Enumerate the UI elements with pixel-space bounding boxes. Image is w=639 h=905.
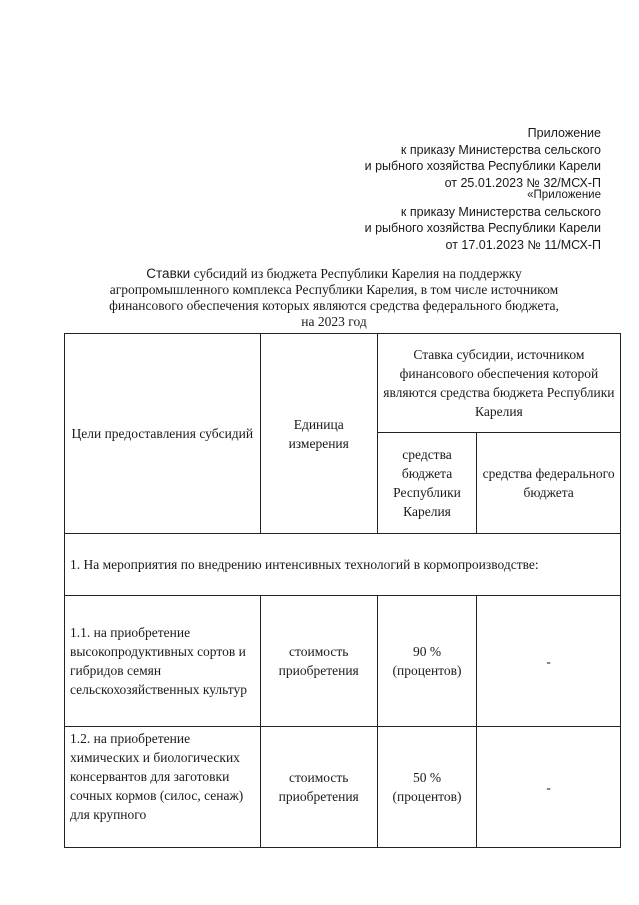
header-unit: Единица измерения xyxy=(260,334,377,534)
header-regional-budget: средства бюджета Республики Карелия xyxy=(377,433,476,534)
row-unit: стоимость приобретения xyxy=(260,596,377,727)
document-title xyxy=(64,266,604,330)
appendix-date-number: от 25.01.2023 № 32/МСХ-П xyxy=(444,175,601,190)
row-unit: стоимость приобретения xyxy=(260,727,377,848)
title-first-word: Ставки xyxy=(146,266,191,281)
table-row xyxy=(65,727,621,848)
appendix-label: «Приложение xyxy=(527,189,601,201)
header-federal-budget: средства федерального бюджета xyxy=(477,433,621,534)
row-regional-rate: 90 % (процентов) xyxy=(377,596,476,727)
title-line-3: финансового обеспечения которых являются средства федерального бюджета, xyxy=(109,298,559,313)
title-line-1: субсидий из бюджета Республики Карелия на поддержку xyxy=(190,266,522,281)
appendix-label: Приложение xyxy=(527,126,601,140)
row-goal: 1.2. на приобретение химических и биологических консервантов для заготовки сочных кормов (силос, сенаж) для крупного xyxy=(65,727,261,848)
title-line-2: агропромышленного комплекса Республики Карелия, в том числе источником xyxy=(109,282,559,297)
header-rate: Ставка субсидии, источником финансового обеспечения которой являются средства бюджета Республики Карелия xyxy=(377,334,620,433)
row-regional-rate: 50 % (процентов) xyxy=(377,727,476,848)
section-heading: 1. На мероприятия по внедрению интенсивных технологий в кормопроизводстве: xyxy=(65,534,621,596)
appendix-ministry: и рыбного хозяйства Республики Карели xyxy=(364,221,601,235)
appendix-ministry: и рыбного хозяйства Республики Карели xyxy=(364,159,601,173)
appendix-order-ref: к приказу Министерства сельского xyxy=(400,204,601,219)
table-row xyxy=(65,596,621,727)
appendix-date-number: от 17.01.2023 № 11/МСХ-П xyxy=(445,237,601,252)
title-line-4: на 2023 год xyxy=(301,314,367,329)
appendix-header-previous xyxy=(365,187,601,253)
appendix-header-current xyxy=(365,125,601,191)
row-federal-rate: - xyxy=(477,727,621,848)
header-goals: Цели предоставления субсидий xyxy=(65,334,261,534)
subsidy-rates-table xyxy=(64,333,621,848)
appendix-order-ref: к приказу Министерства сельского xyxy=(400,142,601,157)
row-goal: 1.1. на приобретение высокопродуктивных сортов и гибридов семян сельскохозяйственных культур xyxy=(65,596,261,727)
row-federal-rate: - xyxy=(477,596,621,727)
